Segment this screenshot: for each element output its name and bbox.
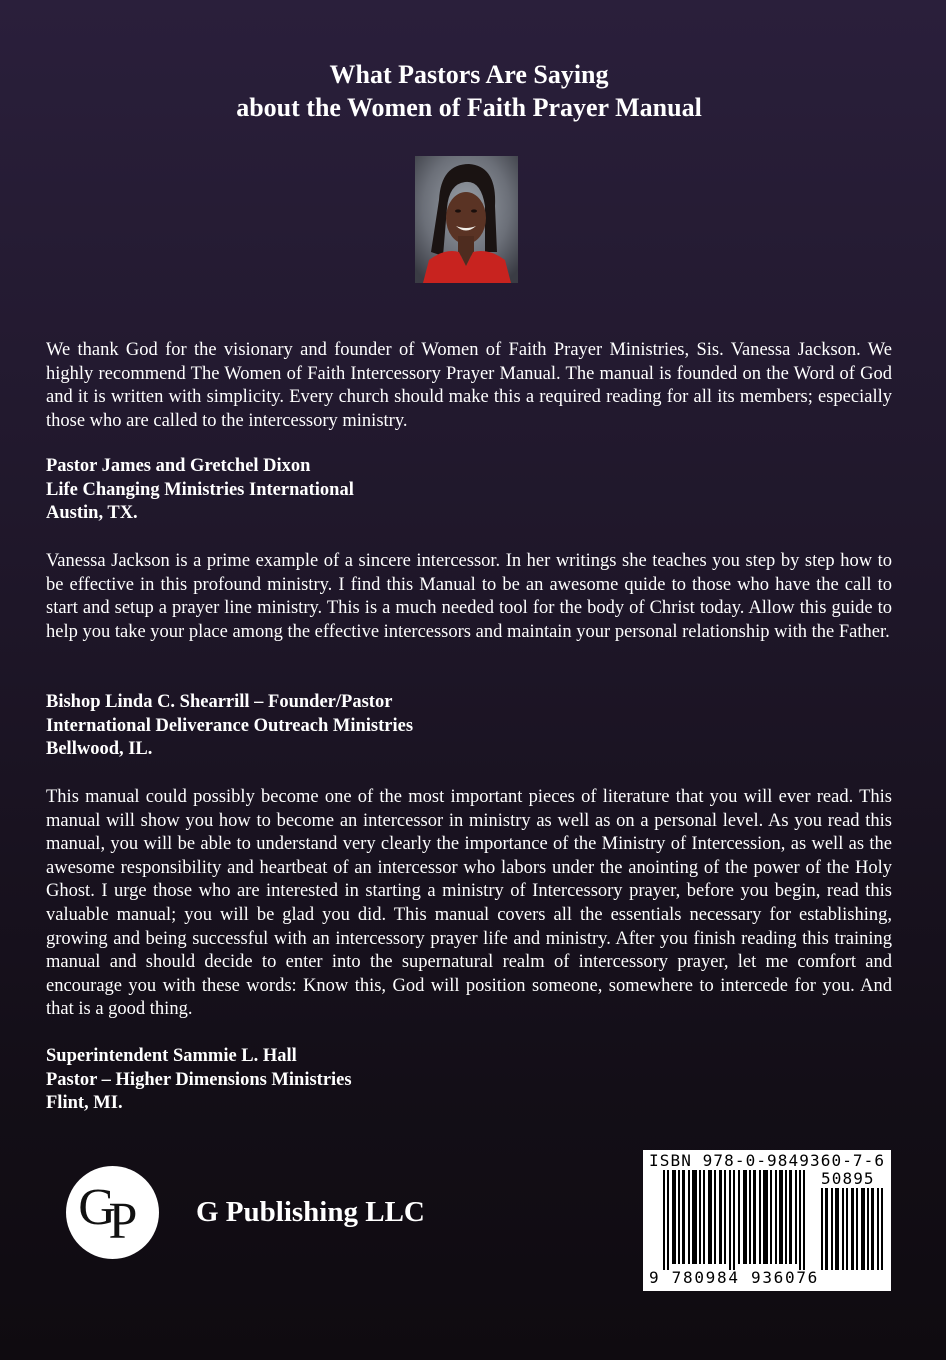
endorsement-1-location: Austin, TX. <box>46 503 138 524</box>
publisher-logo <box>66 1166 159 1259</box>
endorsement-3-org: Pastor – Higher Dimensions Ministries <box>46 1069 352 1090</box>
barcode-addon-bars <box>821 1188 885 1270</box>
endorsement-3-location: Flint, MI. <box>46 1093 123 1114</box>
endorsement-3-name: Superintendent Sammie L. Hall <box>46 1046 297 1066</box>
page-title <box>0 58 938 124</box>
endorsement-1-signature <box>46 455 892 526</box>
endorsement-2-signature <box>46 691 892 762</box>
endorsement-3-signature <box>46 1045 892 1116</box>
publisher-name: G Publishing LLC <box>196 1196 425 1228</box>
endorsement-2 <box>46 550 892 644</box>
endorsement-2-org: International Deliverance Outreach Ministries <box>46 715 414 736</box>
title-line-2: about the Women of Faith Prayer Manual <box>236 93 702 122</box>
title-line-1: What Pastors Are Saying <box>329 60 609 89</box>
publisher-logo-mark <box>66 1166 159 1259</box>
endorsement-1 <box>46 339 892 433</box>
endorsement-3 <box>46 786 892 1022</box>
barcode-bars <box>663 1170 813 1270</box>
svg-text:P: P <box>108 1193 138 1250</box>
barcode-ean-number: 9 780984 936076 <box>649 1268 819 1287</box>
svg-text:G: G <box>78 1179 116 1236</box>
endorsement-2-name: Bishop Linda C. Shearrill – Founder/Pastor <box>46 692 393 712</box>
endorsement-1-text: We thank God for the visionary and founder of Women of Faith Prayer Ministries, Sis. Vanessa Jackson. We highly recommend The Women of Faith Intercessory Prayer Manual. The manual is founded on the Word of God and it is written with simplicity. Every church should make this a required reading for all its members; especially those who are called to the intercessory ministry. <box>46 340 892 431</box>
endorsement-2-text: Vanessa Jackson is a prime example of a sincere intercessor. In her writings she teaches you step by step how to be effective in this profound ministry. I find this Manual to be an awesome quide to those who have the call to start and setup a prayer line ministry. This is a much needed tool for the body of Christ today. Allow this guide to help you take your place among the effective intercessors and maintain your personal relationship with the Father. <box>46 551 892 642</box>
endorsement-1-org: Life Changing Ministries International <box>46 479 354 500</box>
endorsement-3-text: This manual could possibly become one of the most important pieces of literature that you will ever read. This manual will show you how to become an intercessor in ministry as well as on a personal level. As you read this manual, you will be able to understand very clearly the importance of the Ministry of Intercession, as well as the awesome responsibility and heartbeat of an intercessor who labors under the anointing of the power of the Holy Ghost. I urge those who are interested in starting a ministry of Intercessory prayer, before you begin, read this valuable manual; you will be glad you did. This manual covers all the essentials necessary for establishing, growing and being successful with an intercessory prayer life and ministry. After you finish reading this training manual and should decide to enter into the supernatural realm of intercessory prayer, let me comfort and encourage you with these words: Know this, God will position someone, somewhere to intercede for you. And that is a good thing. <box>46 787 892 1020</box>
endorsement-2-location: Bellwood, IL. <box>46 739 153 760</box>
barcode-addon-number: 50895 <box>821 1169 875 1188</box>
endorsement-1-name: Pastor James and Gretchel Dixon <box>46 456 311 476</box>
isbn-label: ISBN 978-0-9849360-7-6 <box>649 1151 886 1170</box>
author-portrait <box>415 156 518 283</box>
isbn-barcode <box>643 1150 891 1291</box>
